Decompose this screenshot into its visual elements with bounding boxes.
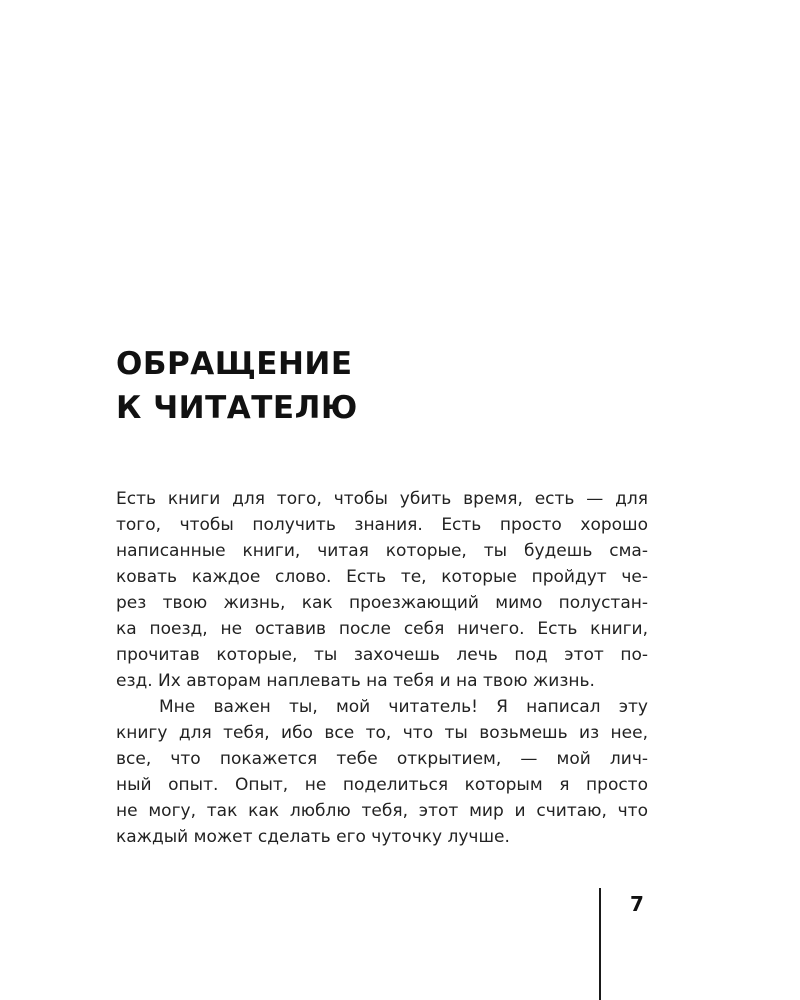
text-line: не могу, так как люблю тебя, этот мир и считаю, что [116, 801, 648, 821]
body-text [116, 486, 648, 850]
paragraph-2 [116, 694, 648, 850]
text-line: ковать каждое слово. Есть те, которые пройдут че- [116, 567, 648, 587]
text-line: езд. Их авторам наплевать на тебя и на твою жизнь. [116, 671, 595, 691]
text-line: ка поезд, не оставив после себя ничего. Есть книги, [116, 619, 648, 639]
text-line: того, чтобы получить знания. Есть просто хорошо [116, 515, 648, 535]
page-number: 7 [630, 892, 644, 916]
chapter-title-line-1: ОБРАЩЕНИЕ [116, 346, 353, 382]
paragraph-1 [116, 486, 648, 694]
chapter-title-line-2: К ЧИТАТЕЛЮ [116, 390, 358, 426]
text-line: каждый может сделать его чуточку лучше. [116, 827, 510, 847]
text-line: прочитав которые, ты захочешь лечь под этот по- [116, 645, 648, 665]
text-line: Есть книги для того, чтобы убить время, есть — для [116, 489, 648, 509]
chapter-title [116, 342, 358, 430]
folio-divider [599, 888, 601, 1000]
text-line: книгу для тебя, ибо все то, что ты возьмешь из нее, [116, 723, 648, 743]
text-line: рез твою жизнь, как проезжающий мимо полустан- [116, 593, 648, 613]
text-line: все, что покажется тебе открытием, — мой лич- [116, 749, 648, 769]
text-line: ный опыт. Опыт, не поделиться которым я просто [116, 775, 648, 795]
text-line: написанные книги, читая которые, ты будешь сма- [116, 541, 648, 561]
text-line: Мне важен ты, мой читатель! Я написал эту [159, 697, 648, 717]
